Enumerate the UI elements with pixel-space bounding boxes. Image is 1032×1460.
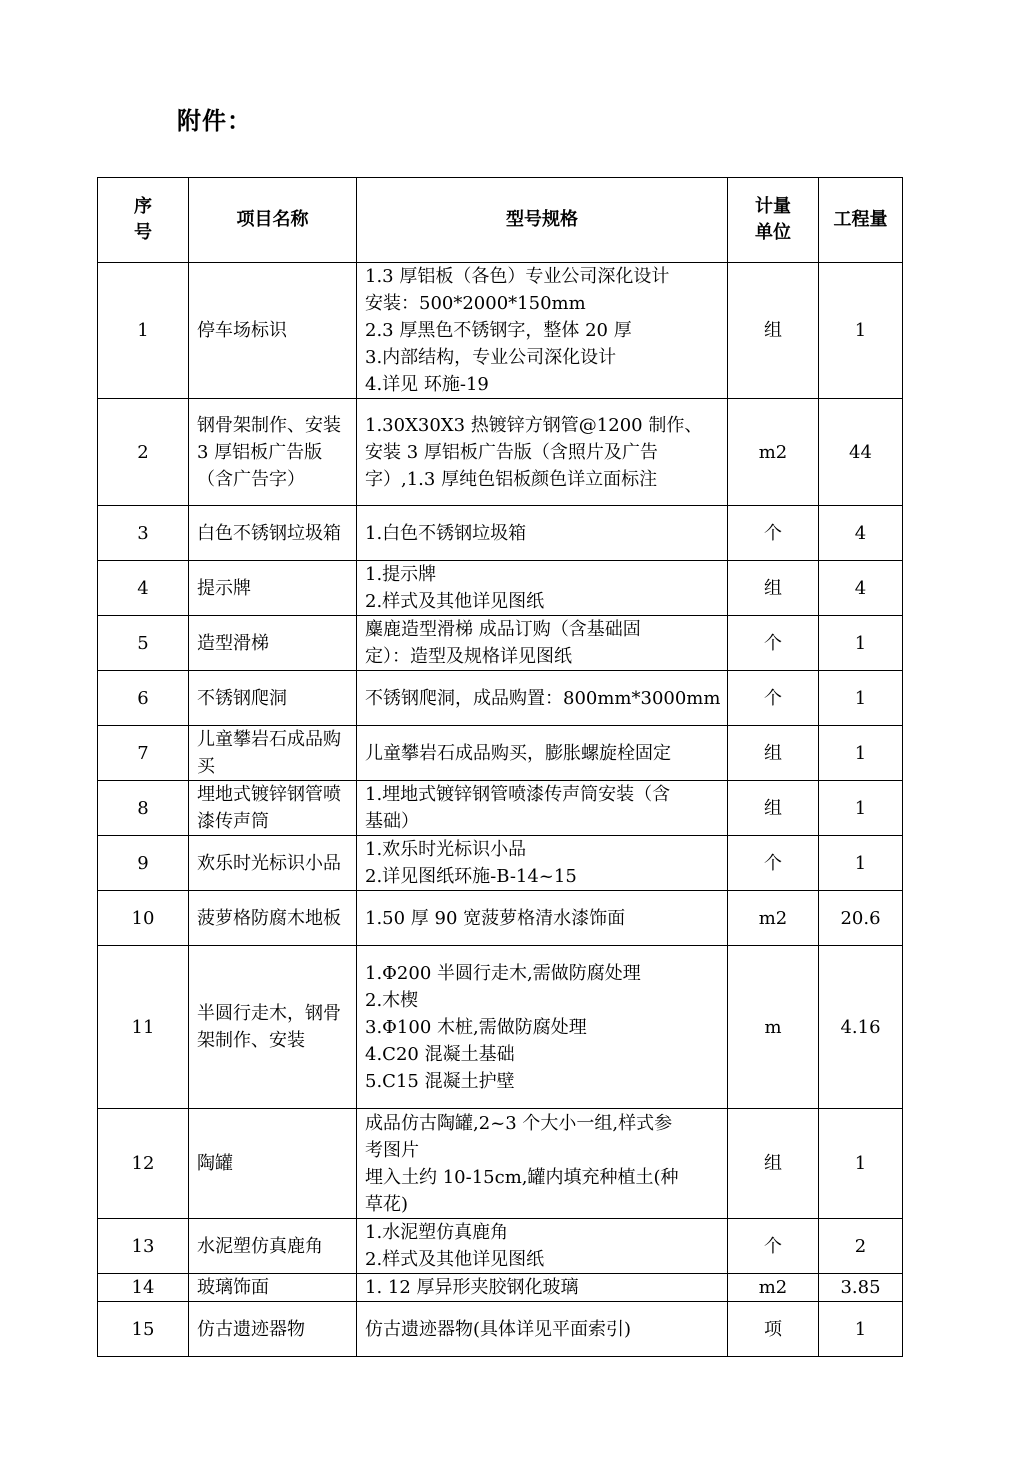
spec-line: 2.木楔 bbox=[365, 989, 419, 1011]
cell-quantity: 3.85 bbox=[819, 1274, 903, 1302]
spec-line: 1.30X30X3 热镀锌方钢管@1200 制作、 bbox=[365, 414, 703, 436]
spec-line: 2.3 厚黑色不锈钢字，整体 20 厚 bbox=[365, 320, 632, 341]
cell-quantity: 1 bbox=[819, 263, 903, 399]
table-row bbox=[98, 263, 903, 399]
cell-quantity: 1 bbox=[819, 1109, 903, 1219]
cell-no: 8 bbox=[98, 781, 189, 836]
cell-item-name: 仿古遗迹器物 bbox=[189, 1302, 357, 1357]
cell-quantity: 4.16 bbox=[819, 946, 903, 1109]
header-unit: 计量 单位 bbox=[728, 178, 819, 263]
table-row bbox=[98, 726, 903, 781]
cell-unit: 个 bbox=[728, 1219, 819, 1274]
spec-line: 3.Φ100 木桩,需做防腐处理 bbox=[365, 1016, 587, 1038]
cell-spec bbox=[357, 1109, 728, 1219]
cell-spec bbox=[357, 561, 728, 616]
cell-no: 5 bbox=[98, 616, 189, 671]
cell-item-name: 欢乐时光标识小品 bbox=[189, 836, 357, 891]
cell-item-name: 菠萝格防腐木地板 bbox=[189, 891, 357, 946]
cell-unit: 组 bbox=[728, 781, 819, 836]
spec-line: 2.详见图纸环施-B-14~15 bbox=[365, 866, 577, 887]
spec-line: 埋入土约 10-15cm,罐内填充种植土(种 bbox=[365, 1166, 679, 1188]
cell-quantity: 20.6 bbox=[819, 891, 903, 946]
spec-line: 2.样式及其他详见图纸 bbox=[365, 591, 545, 612]
cell-unit: 个 bbox=[728, 836, 819, 891]
spec-line: 仿古遗迹器物(具体详见平面索引) bbox=[365, 1318, 632, 1340]
page-heading: 附件： bbox=[177, 107, 252, 135]
cell-unit: 组 bbox=[728, 1109, 819, 1219]
cell-spec bbox=[357, 1219, 728, 1274]
cell-item-name: 钢骨架制作、安装 3 厚铝板广告版（含广告字） bbox=[189, 399, 357, 506]
cell-unit: 个 bbox=[728, 616, 819, 671]
cell-spec bbox=[357, 616, 728, 671]
cell-no: 9 bbox=[98, 836, 189, 891]
header-name: 项目名称 bbox=[189, 178, 357, 263]
table-row bbox=[98, 399, 903, 506]
cell-item-name: 停车场标识 bbox=[189, 263, 357, 399]
spec-line: 2.样式及其他详见图纸 bbox=[365, 1249, 545, 1270]
cell-unit: 个 bbox=[728, 671, 819, 726]
spec-line: 定）：造型及规格详见图纸 bbox=[365, 646, 572, 667]
cell-no: 13 bbox=[98, 1219, 189, 1274]
spec-line: 4.C20 混凝土基础 bbox=[365, 1043, 515, 1065]
cell-quantity: 1 bbox=[819, 616, 903, 671]
cell-no: 6 bbox=[98, 671, 189, 726]
cell-item-name: 不锈钢爬洞 bbox=[189, 671, 357, 726]
spec-line: 1.埋地式镀锌钢管喷漆传声筒安装（含 bbox=[365, 784, 671, 805]
header-qty: 工程量 bbox=[819, 178, 903, 263]
cell-unit: m2 bbox=[728, 891, 819, 946]
cell-unit: 项 bbox=[728, 1302, 819, 1357]
cell-spec bbox=[357, 1274, 728, 1302]
spec-line: 1.水泥塑仿真鹿角 bbox=[365, 1222, 509, 1243]
cell-spec bbox=[357, 781, 728, 836]
spec-line: 1.50 厚 90 宽菠萝格清水漆饰面 bbox=[365, 907, 626, 929]
cell-quantity: 1 bbox=[819, 781, 903, 836]
table-row bbox=[98, 891, 903, 946]
cell-item-name: 儿童攀岩石成品购买 bbox=[189, 726, 357, 781]
cell-unit: m bbox=[728, 946, 819, 1109]
spec-line: 4.详见 环施-19 bbox=[365, 374, 489, 395]
spec-line: 1.Φ200 半圆行走木,需做防腐处理 bbox=[365, 962, 641, 984]
cell-spec bbox=[357, 726, 728, 781]
cell-quantity: 44 bbox=[819, 399, 903, 506]
table-row bbox=[98, 1302, 903, 1357]
cell-item-name: 陶罐 bbox=[189, 1109, 357, 1219]
cell-spec bbox=[357, 891, 728, 946]
cell-no: 15 bbox=[98, 1302, 189, 1357]
cell-item-name: 白色不锈钢垃圾箱 bbox=[189, 506, 357, 561]
cell-unit: m2 bbox=[728, 1274, 819, 1302]
cell-quantity: 4 bbox=[819, 561, 903, 616]
cell-item-name: 水泥塑仿真鹿角 bbox=[189, 1219, 357, 1274]
cell-unit: 组 bbox=[728, 726, 819, 781]
cell-item-name: 埋地式镀锌钢管喷漆传声筒 bbox=[189, 781, 357, 836]
cell-unit: 组 bbox=[728, 263, 819, 399]
cell-quantity: 4 bbox=[819, 506, 903, 561]
header-no: 序 号 bbox=[98, 178, 189, 263]
spec-line: 3.内部结构，专业公司深化设计 bbox=[365, 347, 617, 368]
table-row bbox=[98, 781, 903, 836]
table-header-row bbox=[98, 178, 903, 263]
table-row bbox=[98, 836, 903, 891]
cell-quantity: 2 bbox=[819, 1219, 903, 1274]
cell-spec bbox=[357, 399, 728, 506]
table-row bbox=[98, 1109, 903, 1219]
cell-spec bbox=[357, 836, 728, 891]
cell-no: 1 bbox=[98, 263, 189, 399]
cell-item-name: 造型滑梯 bbox=[189, 616, 357, 671]
spec-line: 考图片 bbox=[365, 1139, 419, 1161]
spec-line: 草花) bbox=[365, 1193, 409, 1215]
spec-line: 字）,1.3 厚纯色铝板颜色详立面标注 bbox=[365, 468, 658, 490]
cell-quantity: 1 bbox=[819, 836, 903, 891]
cell-no: 7 bbox=[98, 726, 189, 781]
spec-line: 基础） bbox=[365, 811, 419, 832]
table-row bbox=[98, 671, 903, 726]
bill-of-quantities-table bbox=[97, 177, 903, 1357]
cell-no: 2 bbox=[98, 399, 189, 506]
table-row bbox=[98, 1219, 903, 1274]
table-row bbox=[98, 1274, 903, 1302]
cell-spec bbox=[357, 1302, 728, 1357]
table-row bbox=[98, 946, 903, 1109]
cell-quantity: 1 bbox=[819, 1302, 903, 1357]
spec-line: 1.白色不锈钢垃圾箱 bbox=[365, 522, 527, 544]
spec-line: 安装：500*2000*150mm bbox=[365, 293, 586, 314]
cell-item-name: 提示牌 bbox=[189, 561, 357, 616]
cell-item-name: 半圆行走木，钢骨架制作、安装 bbox=[189, 946, 357, 1109]
cell-no: 10 bbox=[98, 891, 189, 946]
spec-line: 儿童攀岩石成品购买，膨胀螺旋栓固定 bbox=[365, 742, 671, 764]
cell-unit: 个 bbox=[728, 506, 819, 561]
spec-line: 1.3 厚铝板（各色）专业公司深化设计 bbox=[365, 266, 670, 287]
cell-no: 4 bbox=[98, 561, 189, 616]
cell-no: 12 bbox=[98, 1109, 189, 1219]
table-row bbox=[98, 561, 903, 616]
cell-item-name: 玻璃饰面 bbox=[189, 1274, 357, 1302]
table-row bbox=[98, 506, 903, 561]
spec-line: 1. 12 厚异形夹胶钢化玻璃 bbox=[365, 1277, 579, 1298]
cell-spec bbox=[357, 671, 728, 726]
spec-line: 成品仿古陶罐,2~3 个大小一组,样式参 bbox=[365, 1112, 673, 1134]
cell-spec bbox=[357, 946, 728, 1109]
spec-line: 1.欢乐时光标识小品 bbox=[365, 839, 527, 860]
spec-line: 1.提示牌 bbox=[365, 564, 437, 585]
spec-line: 麋鹿造型滑梯 成品订购（含基础固 bbox=[365, 619, 641, 640]
table-row bbox=[98, 616, 903, 671]
spec-line: 5.C15 混凝土护壁 bbox=[365, 1070, 515, 1092]
cell-unit: m2 bbox=[728, 399, 819, 506]
cell-no: 14 bbox=[98, 1274, 189, 1302]
header-spec: 型号规格 bbox=[357, 178, 728, 263]
cell-unit: 组 bbox=[728, 561, 819, 616]
cell-no: 11 bbox=[98, 946, 189, 1109]
spec-line: 不锈钢爬洞，成品购置：800mm*3000mm bbox=[365, 687, 721, 709]
cell-spec bbox=[357, 263, 728, 399]
cell-quantity: 1 bbox=[819, 671, 903, 726]
cell-no: 3 bbox=[98, 506, 189, 561]
cell-spec bbox=[357, 506, 728, 561]
cell-quantity: 1 bbox=[819, 726, 903, 781]
spec-line: 安装 3 厚铝板广告版（含照片及广告 bbox=[365, 441, 658, 463]
